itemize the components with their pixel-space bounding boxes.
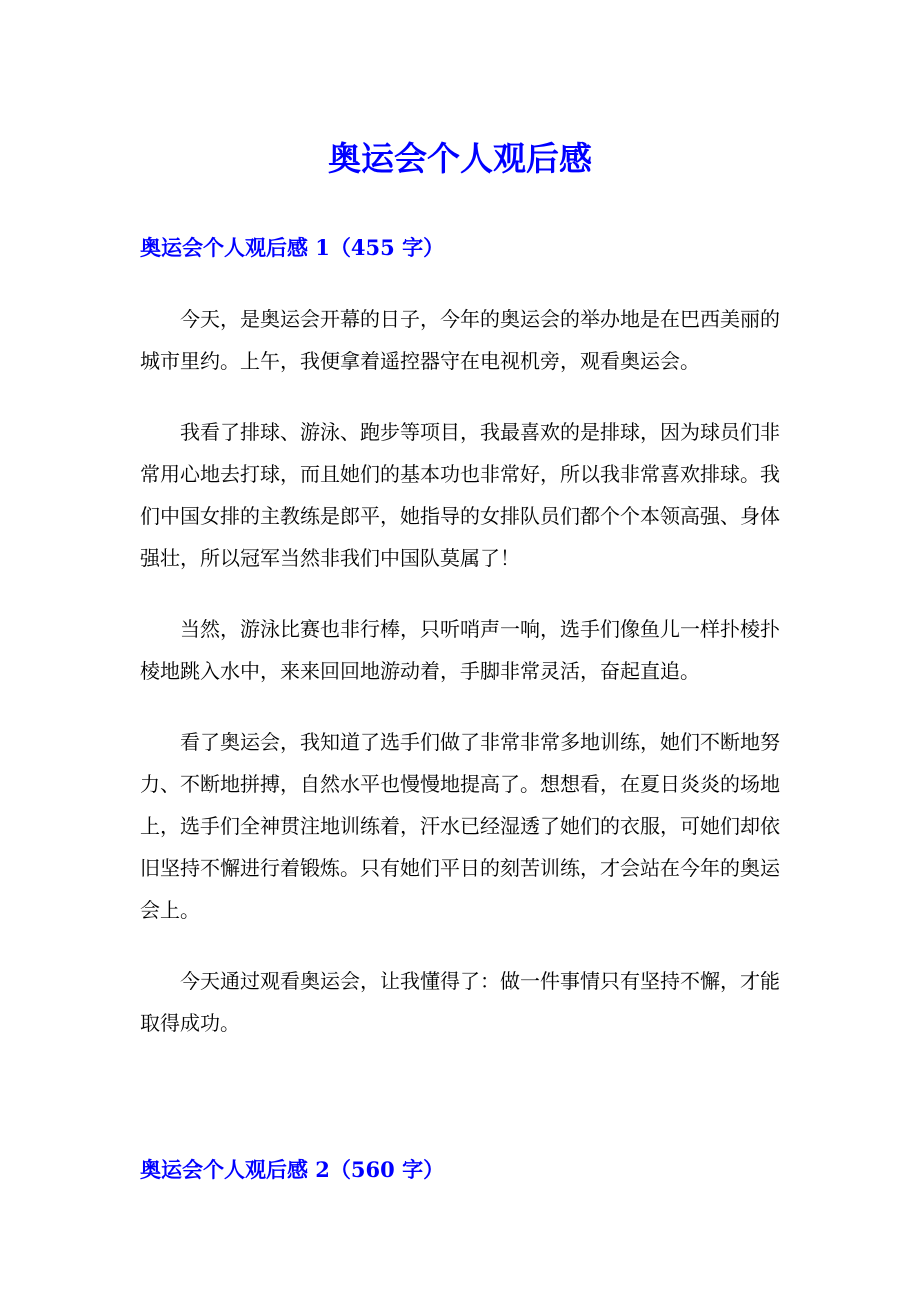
paragraph-2: 我看了排球、游泳、跑步等项目，我最喜欢的是排球，因为球员们非常用心地去打球，而且她们的基本功也非常好，所以我非常喜欢排球。我们中国女排的主教练是郎平，她指导的女排队员们都个个本领高强、身体强壮，所以冠军当然非我们中国队莫属了！ bbox=[140, 420, 780, 570]
paragraph-3: 当然，游泳比赛也非行棒，只听哨声一响，选手们像鱼儿一样扑棱扑棱地跳入水中，来来回回地游动着，手脚非常灵活，奋起直追。 bbox=[140, 617, 780, 683]
section-heading-1: 奥运会个人观后感 1（455 字） bbox=[140, 235, 445, 260]
section-1-body bbox=[140, 298, 780, 1073]
paragraph-4: 看了奥运会，我知道了选手们做了非常非常多地训练，她们不断地努力、不断地拼搏，自然水平也慢慢地提高了。想想看，在夏日炎炎的场地上，选手们全神贯注地训练着，汗水已经湿透了她们的衣服，可她们却依旧坚持不懈进行着锻炼。只有她们平日的刻苦训练，才会站在今年的奥运会上。 bbox=[140, 730, 780, 922]
section-heading-2: 奥运会个人观后感 2（560 字） bbox=[140, 1157, 445, 1182]
paragraph-1: 今天，是奥运会开幕的日子，今年的奥运会的举办地是在巴西美丽的城市里约。上午，我便拿着遥控器守在电视机旁，观看奥运会。 bbox=[140, 307, 780, 373]
paragraph-5: 今天通过观看奥运会，让我懂得了：做一件事情只有坚持不懈，才能取得成功。 bbox=[140, 969, 780, 1035]
document-title: 奥运会个人观后感 bbox=[328, 139, 592, 178]
